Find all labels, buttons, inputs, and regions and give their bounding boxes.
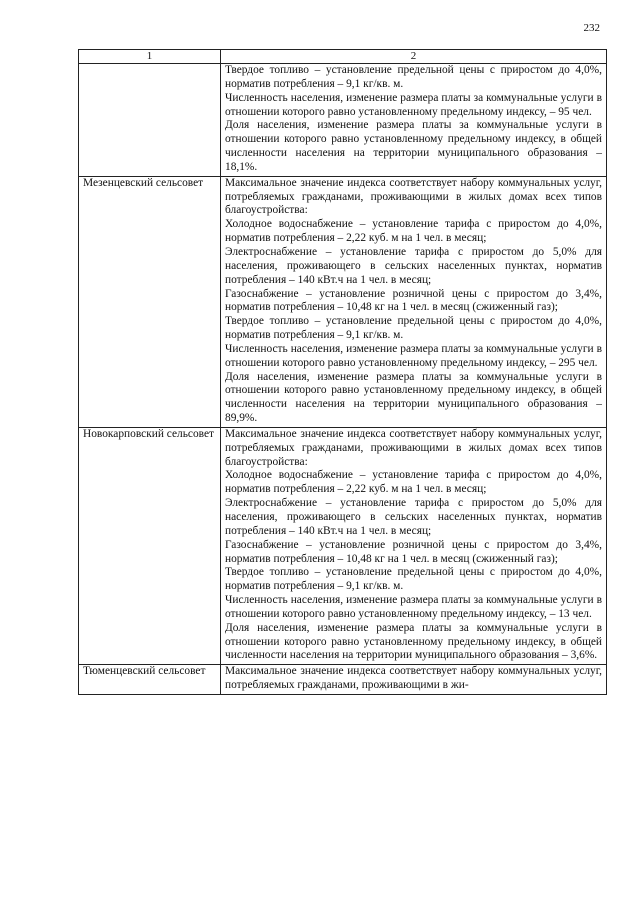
municipality-description xyxy=(221,427,607,664)
table-row xyxy=(79,427,607,664)
municipality-description xyxy=(221,64,607,177)
paragraph: Численность населения, изменение размера платы за коммунальные услуги в отношении которого равно установленному предельному индексу, – 13 чел. xyxy=(225,594,602,620)
paragraph: Газоснабжение – установление розничной цены с приростом до 3,4%, норматив потребления – 10,48 кг на 1 чел. в месяц (сжиженный газ); xyxy=(225,287,602,314)
municipality-name: Тюменцевский сельсовет xyxy=(79,665,221,695)
paragraph: Доля населения, изменение размера платы за коммунальные услуги в отношении которого равно установленному предельному индексу, в общей численности населения на территории муниципального образования – 18,1%. xyxy=(225,119,602,173)
column-header-1: 1 xyxy=(79,50,221,64)
paragraph: Максимальное значение индекса соответствует набору коммунальных услуг, потребляемых гражданами, проживающими в жилых домах всех типов благоустройства: xyxy=(225,176,602,217)
paragraph: Газоснабжение – установление розничной цены с приростом до 3,4%, норматив потребления – 10,48 кг на 1 чел. в месяц (сжиженный газ); xyxy=(225,538,602,565)
paragraph: Максимальное значение индекса соответствует набору коммунальных услуг, потребляемых гражданами, проживающими в жи- xyxy=(225,665,602,692)
column-header-2: 2 xyxy=(221,50,607,64)
table-header-row xyxy=(79,50,607,64)
municipality-description xyxy=(221,665,607,695)
table-row xyxy=(79,176,607,427)
paragraph: Доля населения, изменение размера платы за коммунальные услуги в отношении которого равно установленному предельному индексу, в общей численности населения на территории муниципального образования – 3,6%. xyxy=(225,621,602,662)
paragraph: Холодное водоснабжение – установление тарифа с приростом до 4,0%, норматив потребления – 2,22 куб. м на 1 чел. в месяц; xyxy=(225,218,602,245)
paragraph: Холодное водоснабжение – установление тарифа с приростом до 4,0%, норматив потребления – 2,22 куб. м на 1 чел. в месяц; xyxy=(225,469,602,496)
paragraph: Численность населения, изменение размера платы за коммунальные услуги в отношении которого равно установленному предельному индексу, – 95 чел. xyxy=(225,91,602,118)
paragraph: Твердое топливо – установление предельной цены с приростом до 4,0%, норматив потребления – 9,1 кг/кв. м. xyxy=(225,64,602,90)
table-row xyxy=(79,64,607,177)
municipality-name: Новокарповский сельсовет xyxy=(79,427,221,664)
paragraph: Численность населения, изменение размера платы за коммунальные услуги в отношении которого равно установленному предельному индексу, – 295 чел. xyxy=(225,342,602,369)
municipality-description xyxy=(221,176,607,427)
paragraph: Максимальное значение индекса соответствует набору коммунальных услуг, потребляемых гражданами, проживающими в жилых домах всех типов благоустройства: xyxy=(225,427,602,468)
paragraph: Электроснабжение – установление тарифа с приростом до 5,0% для населения, проживающего в сельских населенных пунктах, норматив потребления – 140 кВт.ч на 1 чел. в месяц; xyxy=(225,497,602,537)
paragraph: Твердое топливо – установление предельной цены с приростом до 4,0%, норматив потребления – 9,1 кг/кв. м. xyxy=(225,566,602,593)
page-number: 232 xyxy=(583,22,600,34)
paragraph: Твердое топливо – установление предельной цены с приростом до 4,0%, норматив потребления – 9,1 кг/кв. м. xyxy=(225,315,602,342)
paragraph: Доля населения, изменение размера платы за коммунальные услуги в отношении которого равно установленному предельному индексу, в общей численности населения на территории муниципального образования – 89,9%. xyxy=(225,370,602,425)
municipality-name: Мезенцевский сельсовет xyxy=(79,176,221,427)
paragraph: Электроснабжение – установление тарифа с приростом до 5,0% для населения, проживающего в сельских населенных пунктах, норматив потребления – 140 кВт.ч на 1 чел. в месяц; xyxy=(225,245,602,286)
tariff-table xyxy=(78,49,607,695)
table-row xyxy=(79,665,607,695)
municipality-name xyxy=(79,64,221,177)
